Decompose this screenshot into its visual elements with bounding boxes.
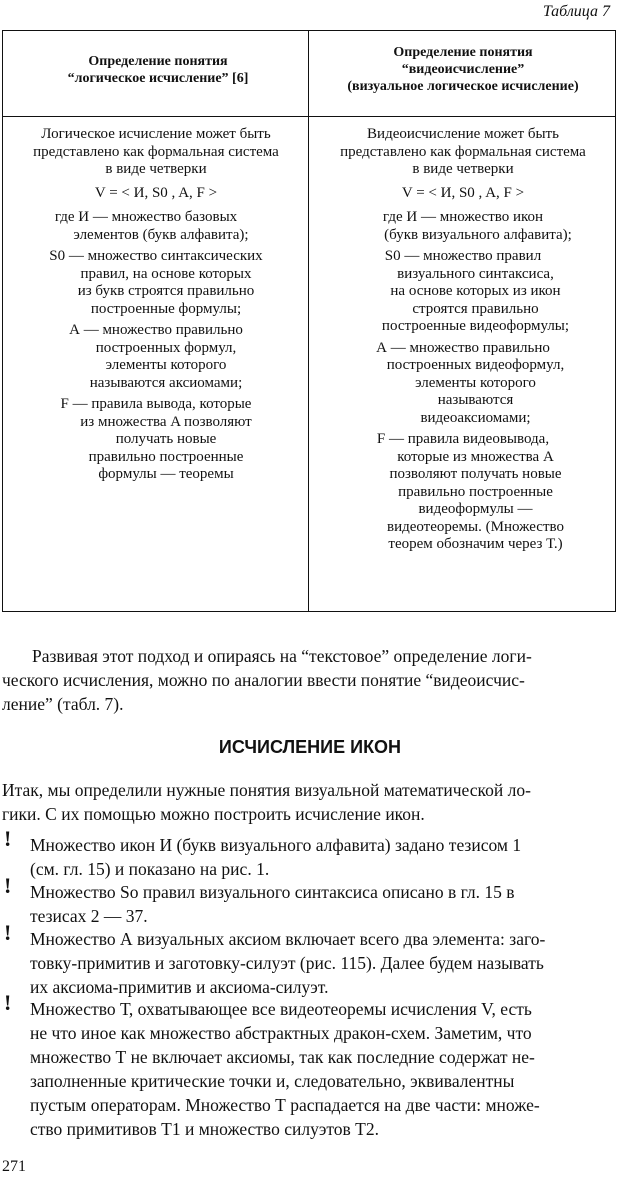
definitions-table	[2, 30, 616, 612]
text-line: F — правила видеовывода,	[376, 431, 550, 447]
text-line: элементы которого	[415, 374, 536, 391]
header-line: “видеоисчисление”	[401, 62, 525, 77]
text-line: на основе которых из икон	[390, 283, 561, 299]
text-line: заполненные критические точки и, следовательно, эквивалентны	[30, 1071, 515, 1091]
text-line: множество Т не включает аксиомы, так как последние содержат не-	[30, 1047, 535, 1067]
exclamation-bullet-icon: !	[4, 990, 12, 1015]
exclamation-bullet-icon: !	[4, 920, 12, 945]
right-def-rules	[315, 431, 611, 554]
text-line: построенные формулы;	[90, 300, 242, 317]
text-line: (букв визуального алфавита);	[384, 226, 572, 243]
text-line: Видеоисчисление может быть	[367, 126, 559, 142]
text-line: из букв строятся правильно	[77, 283, 255, 299]
left-def-rules	[11, 396, 301, 484]
bullet-item-theorems	[30, 997, 616, 1141]
page-number: 271	[2, 1158, 26, 1175]
text-line: называются аксиомами;	[89, 374, 243, 391]
right-cell	[315, 126, 611, 558]
bullet-item-axioms	[30, 927, 616, 999]
text-line: в виде четверки	[105, 161, 207, 177]
text-line: теорем обозначим через Т.)	[388, 536, 563, 552]
right-def-axioms	[315, 340, 611, 428]
text-line: товку-примитив и заготовку-силуэт (рис. 115). Далее будем называть	[30, 953, 544, 973]
header-divider	[3, 116, 615, 117]
text-line: из множества A позволяют	[80, 413, 252, 430]
text-line: их аксиома-примитив и аксиома-силуэт.	[30, 977, 329, 997]
text-line: правильно построенные	[88, 448, 244, 465]
text-line: А — множество правильно	[69, 322, 243, 338]
left-intro	[11, 126, 301, 179]
text-line: в виде четверки	[412, 161, 514, 177]
text-line: Развивая этот подход и опираясь на “текстовое” определение логи-	[32, 646, 532, 666]
text-line: где И — множество икон	[382, 209, 544, 225]
text-line: ление” (табл. 7).	[2, 694, 124, 714]
text-line: Множество икон И (букв визуального алфавита) задано тезисом 1	[30, 835, 522, 855]
text-line: Итак, мы определили нужные понятия визуальной математической ло-	[2, 780, 531, 800]
right-formula: V = < И, S0 , A, F >	[401, 184, 525, 201]
text-line: элементов (букв алфавита);	[73, 226, 249, 243]
bullet-item-icons	[30, 833, 616, 881]
text-line: гики. С их помощью можно построить исчисление икон.	[2, 804, 425, 824]
intro-paragraph	[2, 644, 616, 716]
right-intro	[315, 126, 611, 179]
text-line: ство примитивов Т1 и множество силуэтов Т2.	[30, 1119, 379, 1139]
text-line: пустым операторам. Множество Т распадается на две части: множе-	[30, 1095, 540, 1115]
text-line: формулы — теоремы	[98, 466, 234, 482]
header-line: (визуальное логическое исчисление)	[347, 79, 579, 94]
text-line: построенных видеоформул,	[386, 357, 565, 373]
text-line: (см. гл. 15) и показано на рис. 1.	[30, 859, 270, 879]
text-line: Множество А визуальных аксиом включает всего два элемента: заго-	[30, 929, 546, 949]
text-line: построенных формул,	[95, 339, 237, 356]
text-line: не что иное как множество абстрактных дракон-схем. Заметим, что	[30, 1023, 532, 1043]
exclamation-bullet-icon: !	[4, 826, 12, 851]
text-line: видеоформулы —	[418, 501, 533, 517]
text-line: видеоаксиомами;	[420, 409, 531, 426]
text-line: S0 — множество правил	[384, 248, 542, 264]
section-heading: ИСЧИСЛЕНИЕ ИКОН	[218, 737, 402, 757]
text-line: получать новые	[115, 431, 217, 447]
bullet-item-syntax	[30, 880, 616, 928]
text-line: А — множество правильно	[376, 339, 550, 356]
text-line: позволяют получать новые	[389, 466, 562, 482]
text-line: представлено как формальная система	[340, 143, 586, 160]
column-divider	[308, 31, 309, 611]
left-cell	[11, 126, 301, 488]
right-column-header	[315, 44, 611, 95]
left-def-axioms	[11, 322, 301, 392]
table-caption: Таблица 7	[542, 3, 610, 20]
left-def-letters	[11, 209, 301, 244]
section-paragraph	[2, 778, 616, 826]
exclamation-bullet-icon: !	[4, 873, 12, 898]
header-line: Определение понятия	[88, 54, 228, 69]
text-line: Логическое исчисление может быть	[41, 126, 271, 142]
text-line: где И — множество базовых	[54, 209, 238, 225]
header-line: Определение понятия	[393, 45, 533, 60]
text-line: правил, на основе которых	[80, 265, 252, 282]
left-formula: V = < И, S0 , A, F >	[94, 184, 218, 201]
header-line: “логическое исчисление” [6]	[67, 71, 249, 86]
text-line: представлено как формальная система	[33, 143, 279, 160]
text-line: Множество So правил визуального синтаксиса описано в гл. 15 в	[30, 882, 515, 902]
text-line: построенные видеоформулы;	[381, 318, 570, 334]
text-line: строятся правильно	[412, 300, 539, 317]
text-line: которые из множества A	[397, 448, 554, 465]
text-line: F — правила вывода, которые	[60, 396, 252, 412]
left-def-syntax	[11, 248, 301, 318]
text-line: S0 — множество синтаксических	[49, 248, 263, 264]
text-line: визуального синтаксиса,	[397, 265, 554, 282]
text-line: называются	[437, 392, 514, 408]
left-column-header	[13, 53, 303, 87]
right-def-syntax	[315, 248, 611, 336]
text-line: правильно построенные	[398, 483, 553, 500]
text-line: Множество Т, охватывающее все видеотеоремы исчисления V, есть	[30, 999, 532, 1019]
text-line: тезисах 2 — 37.	[30, 906, 148, 926]
text-line: ческого исчисления, можно по аналогии ввести понятие “видеоисчис-	[2, 670, 525, 690]
text-line: видеотеоремы. (Множество	[386, 518, 565, 535]
right-def-icons	[315, 209, 611, 244]
text-line: элементы которого	[105, 357, 227, 373]
